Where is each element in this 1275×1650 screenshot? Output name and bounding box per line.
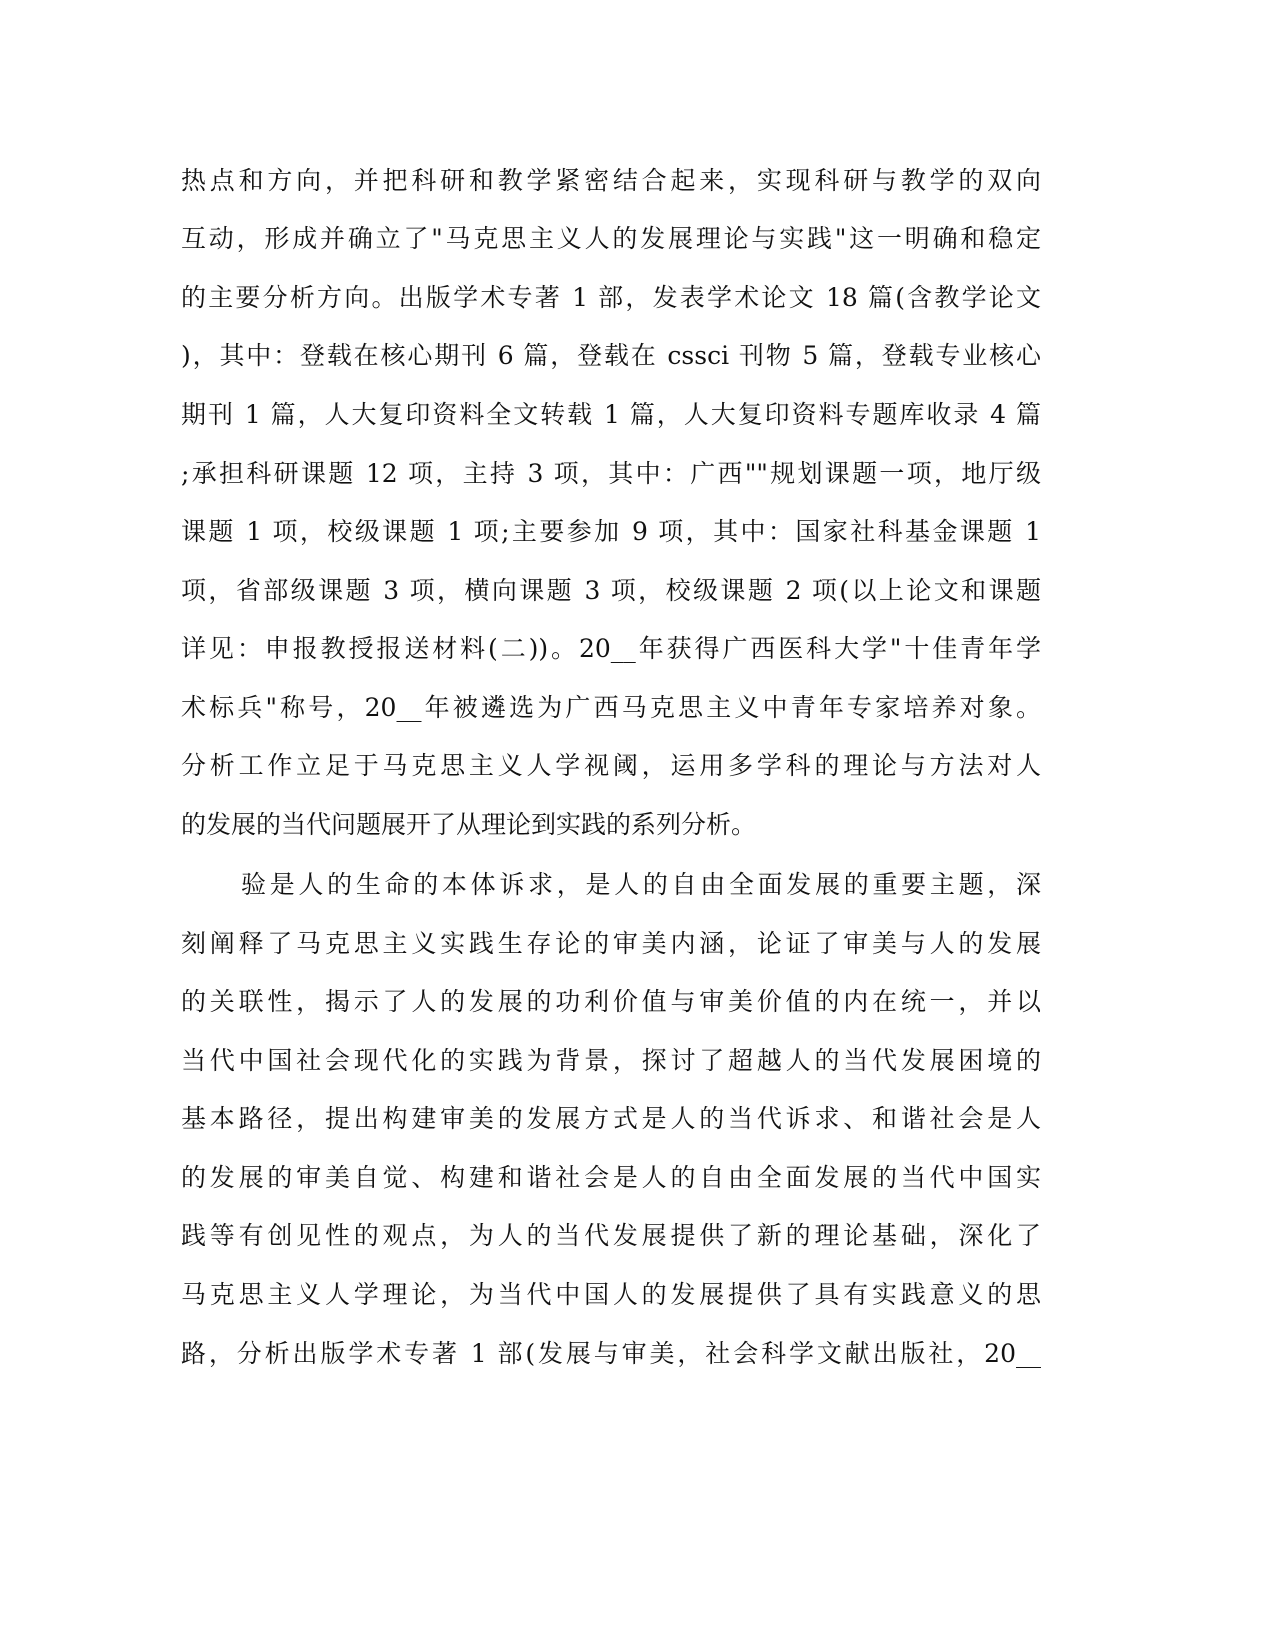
text-line: 项，省部级课题 3 项，横向课题 3 项，校级课题 2 项(以上论文和课题 xyxy=(181,576,1041,605)
text-line: 热点和方向，并把科研和教学紧密结合起来，实现科研与教学的双向 xyxy=(181,166,1041,195)
text-line: 分析工作立足于马克思主义人学视阈，运用多学科的理论与方法对人 xyxy=(181,751,1041,780)
text-line: ;承担科研课题 12 项，主持 3 项，其中：广西""规划课题一项，地厅级 xyxy=(181,459,1041,488)
text-line: 路，分析出版学术专著 1 部(发展与审美，社会科学文献出版社，20__ xyxy=(181,1339,1041,1368)
text-line: 当代中国社会现代化的实践为背景，探讨了超越人的当代发展困境的 xyxy=(181,1046,1041,1075)
text-line: 期刊 1 篇，人大复印资料全文转载 1 篇，人大复印资料专题库收录 4 篇 xyxy=(181,400,1041,429)
text-line: )，其中：登载在核心期刊 6 篇，登载在 cssci 刊物 5 篇，登载专业核心 xyxy=(181,341,1041,370)
text-line: 的关联性，揭示了人的发展的功利价值与审美价值的内在统一，并以 xyxy=(181,987,1041,1016)
text-line: 基本路径，提出构建审美的发展方式是人的当代诉求、和谐社会是人 xyxy=(181,1104,1041,1133)
text-line: 互动，形成并确立了"马克思主义人的发展理论与实践"这一明确和稳定 xyxy=(181,224,1041,253)
text-line: 的主要分析方向。出版学术专著 1 部，发表学术论文 18 篇(含教学论文 xyxy=(181,283,1041,312)
text-line: 践等有创见性的观点，为人的当代发展提供了新的理论基础，深化了 xyxy=(181,1221,1041,1250)
text-line: 详见：申报教授报送材料(二))。20__年获得广西医科大学"十佳青年学 xyxy=(181,634,1041,663)
text-line: 验是人的生命的本体诉求，是人的自由全面发展的重要主题，深 xyxy=(241,870,1041,899)
text-line: 的发展的审美自觉、构建和谐社会是人的自由全面发展的当代中国实 xyxy=(181,1163,1041,1192)
text-line: 的发展的当代问题展开了从理论到实践的系列分析。 xyxy=(181,810,757,839)
text-line: 马克思主义人学理论，为当代中国人的发展提供了具有实践意义的思 xyxy=(181,1280,1041,1309)
text-line: 课题 1 项，校级课题 1 项;主要参加 9 项，其中：国家社科基金课题 1 xyxy=(181,517,1041,546)
text-line: 刻阐释了马克思主义实践生存论的审美内涵，论证了审美与人的发展 xyxy=(181,929,1041,958)
text-line: 术标兵"称号，20__年被遴选为广西马克思主义中青年专家培养对象。 xyxy=(181,693,1041,722)
